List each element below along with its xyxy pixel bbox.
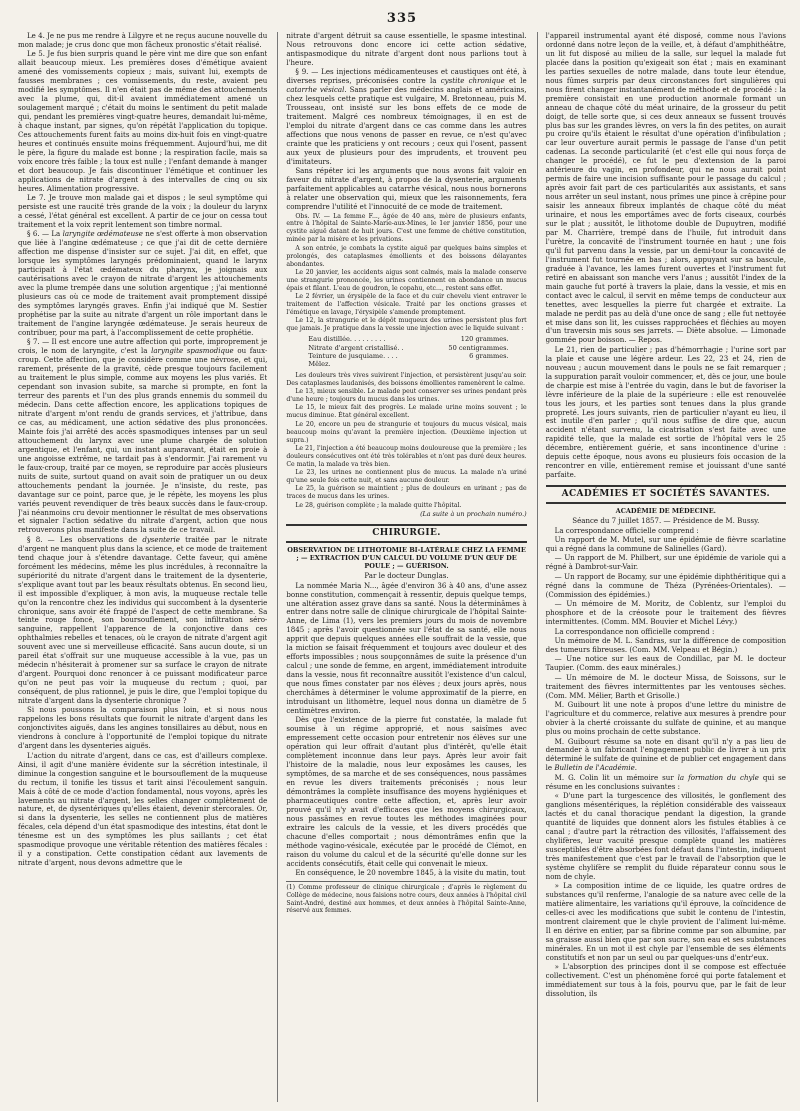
prescription-line xyxy=(308,344,526,352)
section-title-academies: ACADÉMIES ET SOCIÉTÉS SAVANTES. xyxy=(546,485,786,504)
paragraph-body: qui se résume en les conclusions suivantes : xyxy=(545,772,786,791)
paragraph: « D'une part la turgescence des villosités, le gonflement des ganglions mésentériques, la réplétion considérable des vaisseaux lactés et du canal thoracique pendant la digestion, la grande quantité de liquides que donnent alors les fistules établies à ce canal ; d'autre part la rétraction des villosités, l'affaissement des chylifères, leur vacuité presque complète quand les matières susceptibles d'être absorbées font défaut dans l'intestin, indiquent très manifestement que c'est par le travail de l'absorption que le système chylifère se remplit du fluide réparateur connu sous le nom de chyle. xyxy=(545,791,786,881)
observation-paragraph: Les douleurs très vives suivirent l'injection, et persistèrent jusqu'au soir. Des cataplasmes laudanisés, des boissons émollientes ramenèrent le calme. xyxy=(286,371,527,387)
paragraph: En conséquence, le 20 novembre 1845, à la visite du matin, tout xyxy=(295,868,526,878)
column-right xyxy=(537,32,786,1102)
italic-term: cystite chronique xyxy=(440,76,505,86)
paragraph: » L'absorption des principes dont il se compose est effectuée collectivement. C'est un phénomène forcé qui porte fatalement et immédiatement sur tous à la fois, pourvu que, par le fait de leur dissolution, ils xyxy=(545,962,786,999)
paragraph-body: ou faux-croup. Cette affection, que je considère comme une névrose, et qui, rarement, présente de la gravité, cède presque toujours facilement au traitement le plus simple, comme aux moyens les plus variés. Et cependant son invasion subite, sa marche si prompte, en font la terreur des parents et l'un des plus grands ennemis du sommeil du médecin. Dans cette affection encore, les applications topiques de nitrate d'argent m'ont rendu de grands services, et j'attribue, dans ce cas, au médicament, une action sédative des plus prononcées. Mainte fois j'ai arrêté des accès spasmodiques intenses par un seul attouchement du larynx avec une plume chargée de solution argentique, et l'enfant, qui, un instant auparavant, était en proie à une angoisse extrême, ne tardait pas à s'endormir. J'ai rarement vu le faux-croup, traité par ce moyen, se reproduire par accès plusieurs nuits de suite, surtout quand on avait soin de pratiquer un ou deux attouchements pendant la journée. Je n'insiste, du reste, pas davantage sur ce point, parce que, je le répète, les moyens les plus variés peuvent revendiquer de très beaux succès dans le faux-croup. J'ai néanmoins cru devoir mentionner le résultat de mes observations et signaler l'action sédative du nitrate d'argent, action que nous retrouverons plus manifeste dans la suite de ce travail. xyxy=(18,346,268,535)
paragraph: L'action du nitrate d'argent, dans ce cas, est d'ailleurs complexe. Ainsi, il agit d'une manière évidente sur la sécrétion intestinale, il diminue la congestion sanguine et le boursouflement de la muqueuse du rectum, il tonifie les tissus et tarit ainsi l'écoulement sanguin. Mais à côté de ce mode d'action fondamental, nous voyons, après les lavements au nitrate d'argent, les selles changer complètement de nature, et, de dysentériques qu'elles étaient, devenir stercorales. Or, si dans la dysenterie, les selles ne contiennent plus de matières fécales, cela dépend d'un état spasmodique des intestins, état dont le ténesme est un des symptômes les plus saillants ; cet état spasmodique provoque une véritable rétention des matières fécales : il y a constipation. Cette constipation cédant aux lavements de nitrate d'argent, nous devons admettre que le xyxy=(18,750,268,868)
italic-term: laryngite œdémateuse xyxy=(62,229,143,239)
italic-term: catarrhe vésical xyxy=(286,85,345,95)
text-columns xyxy=(18,32,786,1102)
prescription-line xyxy=(308,352,526,360)
observation-paragraph: Le 15, le mieux fait des progrès. Le malade urine moins souvent ; le mucus diminue. État général excellent. xyxy=(286,404,527,420)
paragraph: nitrate d'argent détruit sa cause essentielle, le spasme intestinal. Nous retrouvons donc encore ici cette action sédative, antispasmodique du nitrate d'argent dont nous parlions tout à l'heure. xyxy=(286,32,527,67)
observation-paragraph: Le 13, mieux sensible. Le malade peut conserver ses urines pendant près d'une heure ; toujours du mucus dans les urines. xyxy=(286,388,527,403)
ingredient: Teinture de jusquiame. . . . xyxy=(308,351,398,360)
prescription-line xyxy=(308,360,526,368)
italic-term: la formation du chyle xyxy=(677,772,759,782)
article-author: Par le docteur Dunglas. xyxy=(364,571,449,581)
section-lead: § 9. — Les injections médicamenteuses et caustiques ont été, à diverses reprises, préconisées contre la xyxy=(286,67,527,86)
to-be-continued: (La suite à un prochain numéro.) xyxy=(420,510,527,519)
paragraph: Le 4. Je ne pus me rendre à Lilgyre et ne reçus aucune nouvelle du mon malade; je crus donc que mon fâcheux pronostic s'était réalisé. xyxy=(18,32,268,49)
italic-term: laryngite spasmodique xyxy=(151,346,234,356)
section-lead: § 7. — Il est encore une autre affection qui porte, improprement je crois, le nom de laryngite, c'est la xyxy=(18,337,268,356)
paragraph xyxy=(18,338,267,535)
paragraph: Si nous poussons la comparaison plus loin, et si nous nous rappelons les bons résultats que fournit le nitrate d'argent dans les conjonctivites aiguës, dans les angines tonsillaires au début, nous en viendrons à conclure à l'opportunité de l'emploi topique du nitrate d'argent dans les dysenteries aiguës. xyxy=(18,705,268,751)
observation-paragraph: Le 2 février, un érysipèle de la face et du cuir chevelu vient entraver le traitement de l'affection vésicale. Traité par les onctions grasses et l'émétique en lavage, l'érysipèle s'amende promptement. xyxy=(286,293,527,316)
correspondence-item: — Un rapport de M. Philbert, sur une épidémie de variole qui a régné à Dambrot-sur-Vair. xyxy=(545,553,786,572)
observation-paragraph: Le 21, l'injection a été beaucoup moins douloureuse que la première ; les douleurs consécutives ont été très tolérables et n'ont pas duré deux heures. Ce matin, la malade va très bien. xyxy=(286,444,527,468)
paragraph: Le 7. Je trouve mon malade gai et dispos ; le seul symptôme qui persiste est une raucité très grande de la voix ; la douleur du larynx a cessé, l'état général est excellent. A partir de ce jour on cessa tout traitement et la voix reprit lentement son timbre normal. xyxy=(18,193,268,230)
quantity: 120 grammes. xyxy=(460,335,509,344)
ingredient: Mêlez. xyxy=(308,360,331,369)
column-middle xyxy=(277,32,526,1102)
page-number: 335 xyxy=(386,11,418,26)
correspondence-item: — Un mémoire de M. le docteur Missa, de Soissons, sur le traitement des fièvres intermittentes par les ventouses sèches. (Com. MM. Mélier, Barth et Grisolle.) xyxy=(545,672,786,700)
prescription xyxy=(308,335,526,369)
paragraph xyxy=(18,536,267,706)
paragraph: Le 5. Je fus bien surpris quand le père vint me dire que son enfant allait beaucoup mieux. Les premières doses d'émétique avaient amené des vomissements copieux ; mais, suivant lui, exempts de fausses membranes ; ces vomissements, du reste, avaient peu modifié les symptômes. Il n'en était pas de même des attouchements avec la plume, qui, dit-il avaient immédiatement amené un soulagement marqué ; c'était du moins le sentiment du petit malade qui, pendant les premières vingt-quatre heures, demandait lui-même, à chaque instant, par signes, qu'on répétât l'application du topique. Ces attouchements furent faits au moins dix-huit fois en vingt-quatre heures et continués ensuite moins fréquemment. Aujourd'hui, me dit le père, la figure du malade est bonne ; la respiration facile, mais sa voix encore très faible ; la toux est nulle ; l'enfant demande à manger et dort beaucoup. Je fais discontinuer l'émétique et continuer les applications de nitrate d'argent à des intervalles de cinq ou six heures. Alimentation progressive. xyxy=(18,49,268,193)
connector: et le xyxy=(508,76,527,86)
observation-paragraph: Le 20, encore un peu de strangurie et toujours du mucus vésical, mais beaucoup moins qu'avant la première injection. (Deuxième injection ut supra.) xyxy=(286,420,527,444)
observation-paragraph: Le 12, la strangurie et le dépôt muqueux des urines persistent plus fort que jamais. Je pratique dans la vessie une injection avec le liquide suivant : xyxy=(286,317,527,333)
observation-paragraph: Le 25, la guérison se maintient ; plus de douleurs en urinant ; pas de traces de mucus dans les urines. xyxy=(286,485,527,501)
ingredient: Nitrate d'argent cristallisé. . xyxy=(308,343,404,352)
paragraph: M. Guibourt résume sa note en disant qu'il n'y a pas lieu de demander à un fabricant l'engagement public de livrer à un prix déterminé le sulfate de quinine et de publier cet engagement dans le Bulletin de l'Académie. xyxy=(545,736,786,773)
paragraph xyxy=(18,230,267,337)
correspondence-item: — Un mémoire de M. Moritz, de Coblentz, sur l'emploi du phosphore et de la créosote pour le traitement des fièvres intermittentes. (Comm. MM. Bouvier et Michel Lévy.) xyxy=(545,599,786,627)
observation-paragraph: Obs. IV. — La femme F..., âgée de 40 ans, mère de plusieurs enfants, entre à l'hôpital de Sainte-Marie-aux-Mines, le 1er janvier 1856, pour une cystite aiguë datant de huit jours. C'est une femme de chétive constitution, minée par la misère et les privations. xyxy=(286,212,527,244)
observation-paragraph: Le 20 janvier, les accidents aigus sont calmés, mais la malade conserve une strangurie prononcée, les urines contiennent en abondance un mucus épais et filant. L'eau de goudron, le copahu, etc..., restent sans effet. xyxy=(286,268,527,292)
paragraph: La nommée Maria N..., âgée d'environ 36 à 40 ans, d'une assez bonne constitution, commençait à ressentir, depuis quelque temps, une altération assez grave dans sa santé. Nous la déterminâmes à entrer dans notre salle de clinique chirurgicale de l'hôpital Sainte-Anne, de Lima (1), vers les premiers jours du mois de novembre 1845 ; après l'avoir questionnée sur l'état de sa santé, elle nous apprit que depuis quelques années elle souffrait de la vessie, que la miction se faisait fréquemment et toujours avec douleur et des efforts impossibles ; nous soupçonnâmes de suite la présence d'un calcul ; une sonde de femme, en argent, immédiatement introduite dans la vessie, nous fit reconnaître aussitôt l'existence d'un calcul, que nous fîmes constater par nos élèves ; deux jours après, nous cherchâmes à déterminer le volume approximatif de la pierre, en introduisant un lithomètre, lequel nous donna un diamètre de 5 centimètres environ. xyxy=(286,580,527,715)
paragraph: Dès que l'existence de la pierre fut constatée, la malade fut soumise à un régime approprié, et nous saisîmes avec empressement cette occasion pour entretenir nos élèves sur une opération qui leur offrait d'autant plus d'intérêt, qu'elle était complètement inconnue dans leur pays. Après leur avoir fait l'histoire de la maladie, nous leur exposâmes les causes, les symptômes, de sa marche et de ses conséquences, nous passâmes en revue les divers traitements préconisés ; nous leur démontrâmes la complète insuffisance des moyens hygiéniques et pharmaceutiques contre cette affection, et, après leur avoir prouvé qu'il n'y avait d'efficaces que les moyens chirurgicaux, nous passâmes en revue toutes les méthodes imaginées pour extraire les calculs de la vessie, et les divers procédés que chacune d'elles comportait ; nous démontrâmes enfin que la méthode vagino-vésicale, exécutée par le procédé de Clémot, en raison du volume du calcul et de la sécurité qu'elle donne sur les accidents consécutifs, était celle qui convenait le mieux. xyxy=(286,715,527,868)
quantity: 50 centigrammes. xyxy=(448,343,509,352)
paragraph-body: M. G. Colin lit un mémoire sur xyxy=(554,772,674,782)
correspondence-item: — Une notice sur les eaux de Condillac, par M. le docteur Taupier. (Comm. des eaux minérales.) xyxy=(545,654,786,673)
correspondence-heading: La correspondance officielle comprend : xyxy=(554,525,699,535)
paragraph: Sans répéter ici les arguments que nous avons fait valoir en faveur du nitrate d'argent, à propos de la dysenterie, arguments parfaitement applicables au catarrhe vésical, nous nous bornerons à relater une observation qui, mieux que les raisonnements, fera comprendre l'utilité et l'innocuité de ce mode de traitement. xyxy=(286,166,527,212)
correspondence-item: Un mémoire de M. L. Sandras, sur la différence de composition des tumeurs fibreuses. (Com. MM. Velpeau et Bégin.) xyxy=(545,636,786,654)
italic-term: Bulletin de l'Académie xyxy=(554,763,635,773)
paragraph xyxy=(546,774,786,792)
academy-name: ACADÉMIE DE MÉDECINE. xyxy=(615,507,716,516)
paragraph-body: traitée par le nitrate d'argent ne manquent plus dans la science, et ce mode de traitement tend chaque jour à s'étendre davantage. Cette faveur, qui amène forcément les médecins, même les plus incrédules, à reconnaître la supériorité du nitrate d'argent dans le traitement de la dysenterie, s'explique avant tout par les beaux résultats obtenus. En second lieu, il est impossible d'expliquer, à mon avis, la muqueuse rectale telle qu'on la rencontre chez les individus qui succombent à la dysenterie chronique, sans avoir été frappé de l'aspect de cette membrane. Sa teinte rouge foncé, son boursouflement, son infiltration séro-sanguine, rappellent l'apparence de la conjonctive dans ces ophthalmies rebelles et tenaces, où le crayon de nitrate d'argent agit souvent avec une si merveilleuse efficacité. Sans aucun doute, si un pareil état s'offrait sur une muqueuse accessible à la vue, pas un médecin n'hésiterait à promener sur sa surface le crayon de nitrate d'argent. Pourquoi donc renoncer à ce puissant modificateur parce qu'on ne peut pas voir la muqueuse du rectum ; quoi, par conséquent, de plus rationnel, je puis le dire, que l'emploi topique du nitrate d'argent dans la dysenterie chronique ? xyxy=(18,534,268,706)
section-title-chirurgie: CHIRURGIE. xyxy=(286,524,526,543)
session-line: Séance du 7 juillet 1857. — Présidence de M. Bussy. xyxy=(572,516,760,526)
paragraph: M. Guibourt lit une note à propos d'une lettre du ministre de l'agriculture et du commerce, relative aux mesures à prendre pour obvier à la cherté croissante du sulfate de quinine, et au manque plus ou moins prochain de cette substance. xyxy=(545,700,786,737)
ingredient: Eau distillée. . . . . . . . . xyxy=(308,335,386,344)
correspondence-item: — Un rapport de Bocamy, sur une épidémie diphthéritique qui a régné dans la commune de Théza (Pyrénées-Orientales). — (Commission des épidémies.) xyxy=(545,571,786,599)
paragraph: Le 21, rien de particulier ; pas d'hémorrhagie ; l'urine sort par la plaie et cause une légère ardeur. Les 22, 23 et 24, rien de nouveau ; aucun mouvement dans le pouls ne se fait remarquer ; la suppuration paraît vouloir commencer, et, dès ce jour, une boule de charpie est mise à l'entrée du vagin, dans le but de favoriser la lèvre inférieure de la plaie de la supérieure : elle est renouvelée tous les jours, et les parties sont tenues dans la plus grande propreté. Les jours suivants, rien de particulier n'ayant eu lieu, il est inutile d'en parler ; qu'il nous suffise de dire que, aucun accident n'étant survenu, la cicatrisation s'est faite avec une rapidité telle, que la malade est sortie de l'hôpital vers le 25 décembre, entièrement guérie, et sans incontinence d'urine : depuis cette époque, nous avons eu plusieurs fois occasion de la rencontrer en ville, entièrement remise et jouissant d'une santé parfaite. xyxy=(545,344,786,480)
footnote: (1) Comme professeur de clinique chirurgicale ; d'après le règlement du Collège de médecine, nous faisions notre cours, deux années à l'hôpital civil Saint-André, destiné aux hommes, et deux années à l'hôpital Sainte-Anne, réservé aux femmes. xyxy=(286,881,526,915)
italic-term: dysenterie xyxy=(142,534,180,544)
paragraph-body: M. Guibourt résume sa note en disant qu'il n'y a pas lieu de demander à un fabricant l'engagement public de livrer à un prix déterminé le sulfate de quinine et de publier cet engagement dans le xyxy=(545,736,786,773)
paragraph: » La composition intime de ce liquide, les quatre ordres de substances qu'il renferme, l'analogie de sa nature avec celle de la matière alimentaire, les variations qu'il éprouve, la coïncidence de celles-ci avec les modifications que subit le contenu de l'intestin, montrent clairement que le chyle provient de l'aliment lui-même. Il en dérive en entier, par sa fibrine comme par son albumine, par sa graisse aussi bien que par son sucre, son eau et ses substances minérales. En un mot il est chyle par l'ensemble de ses éléments constitutifs et non par un seul ou par quelques-uns d'entr'eux. xyxy=(545,881,786,962)
prescription-line xyxy=(308,335,526,343)
observation-paragraph: Le 28, guérison complète ; la malade quitte l'hôpital. xyxy=(295,501,462,509)
quantity: 6 grammes. xyxy=(469,351,509,360)
paragraph xyxy=(286,68,526,166)
paragraph-body: ne s'est offerte à mon observation que liée à l'angine œdémateuse ; ce que j'ai dit de cette dernière affection me dispense d'insister sur ce sujet. J'ai dit, en effet, que lorsque les symptômes laryngés prédominaient, quand le larynx participait à l'état œdémateux du pharynx, je joignais aux cautérisations avec le crayon de nitrate d'argent les attouchements avec la plume trempée dans une solution argentique ; j'ai mentionné plusieurs cas où ce mode de traitement avait promptement dissipé des symptômes laryngés graves. Enfin j'ai indiqué que M. Sestier prophétise par la suite au nitrate d'argent un rôle important dans le traitement de l'angine laryngée œdémateuse. Je serais heureux de contribuer, pour ma part, à l'accomplissement de cette prophétie. xyxy=(18,229,268,337)
paragraph-body: . Sans parler des médecins anglais et américains, chez lesquels cette pratique est vulgaire, M. Bretonneau, puis M. Trousseau, ont insisté sur les bons effets de ce mode de traitement. Malgré ces nombreux témoignages, il en est de l'emploi du nitrate d'argent dans ce cas comme dans les autres affections que nous venons de passer en revue, ce n'est qu'avec crainte que les praticiens y ont recours ; ceux qui l'osent, passent aux yeux de plusieurs pour des imprudents, et trouvent peu d'imitateurs. xyxy=(286,85,527,166)
correspondence-heading: La correspondance non officielle comprend : xyxy=(554,626,715,636)
section-lead: § 8. — Les observations de xyxy=(27,534,138,544)
section-lead: § 6. — La xyxy=(27,229,61,239)
column-left xyxy=(18,32,267,1102)
correspondence-item: Un rapport de M. Mutel, sur une épidémie de fièvre scarlatine qui a régné dans la commune de Salinelles (Gard). xyxy=(545,535,786,554)
observation-paragraph: Le 23, les urines ne contiennent plus de mucus. La malade n'a uriné qu'une seule fois cette nuit, et sans aucune douleur. xyxy=(286,469,527,485)
article-title: OBSERVATION DE LITHOTOMIE BI-LATÉRALE CHEZ LA FEMME ; — EXTRACTION D'UN CALCUL DU VOLUME D'UN ŒUF DE POULE ; — GUÉRISON. xyxy=(287,546,526,571)
observation-paragraph: A son entrée, je combats la cystite aiguë par quelques bains simples et prolongés, des cataplasmes émollients et des boissons délayantes abondantes. xyxy=(286,244,527,268)
paragraph: l'appareil instrumental ayant été disposé, comme nous l'avions ordonné dans notre leçon de la veille, et, à défaut d'amphithéâtre, un lit fut disposé au milieu de la salle, sur lequel la malade fut placée dans la position qu'exigeait son état ; mais en examinant les parties sexuelles de notre malade, dans toute leur étendue, nous fûmes surpris par deux circonstances fort singulières qui nous firent changer instantanément de méthode et de procédé : la première consistait en une production anormale formant un anneau de chaque côté du méat urinaire, de la grosseur du petit doigt, de telle sorte que, si ces deux anneaux se fussent trouvés plus bas sur les grandes lèvres, on vers la fin des petites, on aurait pu croire qu'ils étaient le résultat d'une opération d'infibulation ; car leur ouverture aurait permis le passage de l'anse d'un petit cadenas. La seconde particularité (et c'est elle qui nous força de changer le procédé), ce fut le peu d'extension de la paroi antérieure du vagin, en profondeur, qui ne nous aurait point permis de faire une incision suffisante pour le passage du calcul ; après avoir fait part de ces particularités aux assistants, et sans nous arrêter un seul instant, nous prîmes une pince à crêpine pour saisir les anneaux fibreux implantés de chaque côté du méat urinaire, et nous les emportâmes avec de forts ciseaux, courbés sur le plat ; aussitôt, le lithotome double de Dupuytren, modifié par M. Charrière, trempé dans de l'huile, fut introduit dans l'urètre, la concavité de l'instrument tournée en haut ; une fois qu'il fut parvenu dans la vessie, par un demi-tour la concavité de l'instrument fut tournée en bas ; alors, appuyant sur sa bascule, graduée à l'avance, les lames furent ouvertes et l'instrument fut retiré en abaissant son manche vers l'anus ; aussitôt l'index de la main gauche fut porté à travers la plaie, dans la vessie, et mis en contact avec le calcul, il servit en même temps de conducteur aux tenettes, avec lesquelles la pierre fut chargée et extraite. La malade ne perdit pas au delà d'une once de sang ; elle fut nettoyée et mise dans son lit, les cuisses rapprochées et fléchies au moyen d'un traversin mis sous ses jarrets. — Diète absolue. — Limonade gommée pour boisson. — Repos. xyxy=(545,32,786,345)
